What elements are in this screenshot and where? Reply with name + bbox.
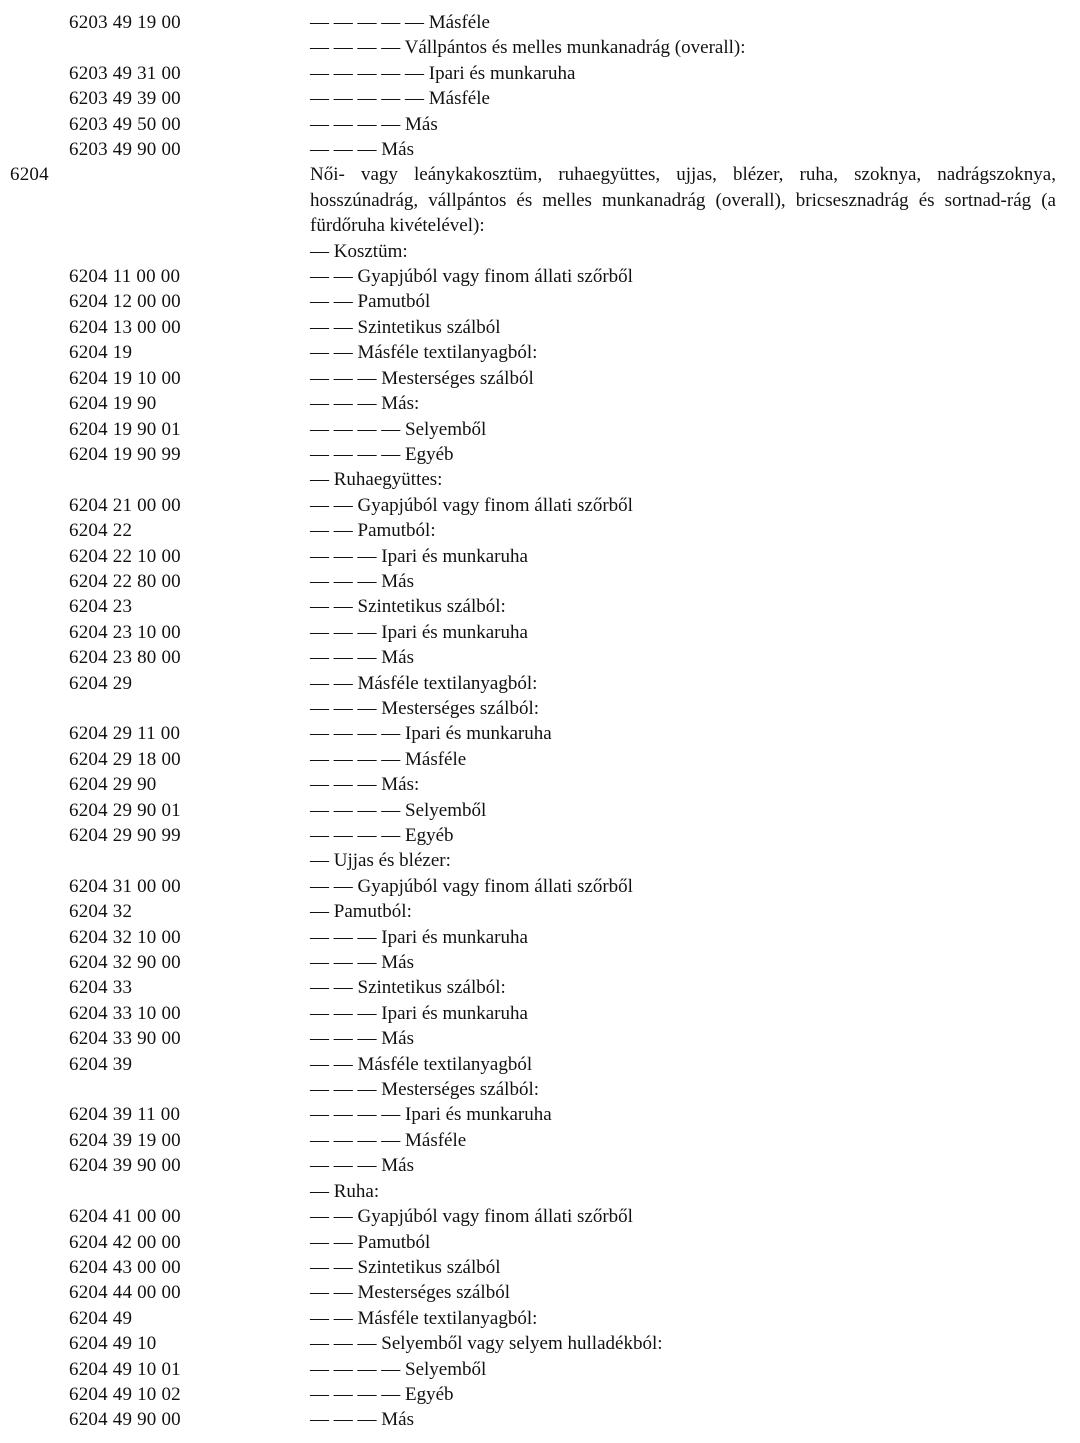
tariff-description: — — — Más (310, 1155, 414, 1177)
tariff-code: 6204 12 00 00 (69, 291, 181, 313)
tariff-description: — — — — Selyemből (310, 418, 487, 440)
tariff-row (0, 1230, 1080, 1255)
tariff-row (0, 35, 1080, 60)
tariff-row (0, 671, 1080, 696)
tariff-description: — Kosztüm: (310, 240, 408, 262)
tariff-code: 6204 42 00 00 (69, 1231, 181, 1253)
tariff-row (0, 1179, 1080, 1204)
tariff-description: — — — Más (310, 647, 414, 669)
tariff-description: — — — Selyemből vagy selyem hulladékból: (310, 1333, 663, 1355)
tariff-code: 6204 33 (69, 977, 133, 999)
tariff-row (0, 1102, 1080, 1127)
tariff-row (0, 1331, 1080, 1356)
tariff-code: 6204 41 00 00 (69, 1206, 181, 1228)
tariff-code: 6204 49 10 02 (69, 1383, 181, 1405)
tariff-description: — — — Más: (310, 393, 420, 415)
tariff-code: 6204 29 18 00 (69, 748, 181, 770)
tariff-row (0, 239, 1080, 264)
heading-code: 6204 (10, 164, 49, 186)
tariff-code: 6204 32 (69, 901, 133, 923)
tariff-description: — — — — Másféle (310, 1129, 467, 1151)
tariff-code: 6204 39 (69, 1053, 133, 1075)
tariff-code: 6203 49 90 00 (69, 139, 181, 161)
tariff-code: 6204 39 11 00 (69, 1104, 181, 1126)
tariff-description: — — Másféle textilanyagból: (310, 1307, 538, 1329)
tariff-row (0, 61, 1080, 86)
tariff-row (0, 1382, 1080, 1407)
tariff-description: — — — — Vállpántos és melles munkanadrág (overall): (310, 37, 746, 59)
tariff-code: 6204 29 90 01 (69, 799, 181, 821)
tariff-row (0, 874, 1080, 899)
tariff-description: — — — Más (310, 139, 414, 161)
tariff-description: — — — Ipari és munkaruha (310, 926, 528, 948)
tariff-description: — — — Ipari és munkaruha (310, 1002, 528, 1024)
tariff-description: — — — — Másféle (310, 748, 467, 770)
tariff-row (0, 975, 1080, 1000)
tariff-row (0, 518, 1080, 543)
tariff-code: 6203 49 39 00 (69, 88, 181, 110)
tariff-code: 6204 19 90 99 (69, 443, 181, 465)
tariff-description: — — Szintetikus szálból (310, 1256, 501, 1278)
tariff-description: — Ruha: (310, 1180, 380, 1202)
tariff-description: — — — — Egyéb (310, 1383, 454, 1405)
tariff-description: — — Pamutból (310, 1231, 431, 1253)
tariff-code-list (0, 10, 1080, 1433)
tariff-code: 6204 32 10 00 (69, 926, 181, 948)
tariff-row (0, 899, 1080, 924)
tariff-code: 6204 49 10 01 (69, 1358, 181, 1380)
tariff-row (0, 289, 1080, 314)
tariff-code: 6204 44 00 00 (69, 1282, 181, 1304)
tariff-row (0, 1026, 1080, 1051)
tariff-description: — Ujjas és blézer: (310, 850, 451, 872)
tariff-description: — — — — Egyéb (310, 443, 454, 465)
tariff-code: 6204 39 19 00 (69, 1129, 181, 1151)
tariff-row (0, 137, 1080, 162)
tariff-row (0, 1280, 1080, 1305)
tariff-row (0, 1128, 1080, 1153)
tariff-row (0, 417, 1080, 442)
tariff-code: 6204 19 (69, 342, 133, 364)
tariff-code: 6204 19 10 00 (69, 367, 181, 389)
tariff-code: 6204 13 00 00 (69, 316, 181, 338)
tariff-code: 6204 33 10 00 (69, 1002, 181, 1024)
tariff-description: — — — — Ipari és munkaruha (310, 1104, 552, 1126)
tariff-row (0, 721, 1080, 746)
heading-description: Női- vagy leánykakosztüm, ruhaegyüttes, ujjas, blézer, ruha, szoknya, nadrágszoknya, hosszúnadrág, vállpántos és melles munkanadrág (overall), bricsesznadrág és sortnad-rág (a fürdőruha kivételével): (310, 164, 1056, 237)
tariff-description: — Ruhaegyüttes: (310, 469, 443, 491)
tariff-code: 6204 22 (69, 520, 133, 542)
tariff-code: 6204 29 90 99 (69, 825, 181, 846)
tariff-code: 6204 21 00 00 (69, 494, 181, 516)
tariff-description: — — — — — Másféle (310, 12, 490, 33)
tariff-description: — — — Más (310, 570, 414, 592)
tariff-row (0, 1306, 1080, 1331)
tariff-row (0, 696, 1080, 721)
tariff-description: — — — — — Másféle (310, 88, 490, 110)
tariff-row (0, 544, 1080, 569)
tariff-description: — — — Mesterséges szálból (310, 367, 534, 389)
tariff-row (0, 264, 1080, 289)
tariff-row (0, 1001, 1080, 1026)
tariff-description: — — Szintetikus szálból (310, 316, 501, 338)
tariff-description: — — — — Selyemből (310, 799, 487, 821)
tariff-row (0, 1357, 1080, 1382)
tariff-code: 6204 49 90 00 (69, 1409, 181, 1431)
tariff-row (0, 1407, 1080, 1432)
tariff-code: 6203 49 19 00 (69, 12, 181, 33)
tariff-description: — — — Más (310, 1028, 414, 1050)
tariff-description: — — Gyapjúból vagy finom állati szőrből (310, 875, 633, 897)
tariff-code: 6203 49 50 00 (69, 113, 181, 135)
tariff-code: 6204 23 (69, 596, 133, 618)
tariff-row (0, 10, 1080, 35)
tariff-row (0, 493, 1080, 518)
tariff-code: 6204 39 90 00 (69, 1155, 181, 1177)
tariff-row (0, 747, 1080, 772)
tariff-description: — — Gyapjúból vagy finom állati szőrből (310, 494, 633, 516)
tariff-row (0, 645, 1080, 670)
tariff-row (0, 467, 1080, 492)
tariff-description: — — Gyapjúból vagy finom állati szőrből (310, 1206, 633, 1228)
tariff-description: — — Mesterséges szálból (310, 1282, 510, 1304)
tariff-description: — — — Mesterséges szálból: (310, 1079, 540, 1101)
tariff-row (0, 1077, 1080, 1102)
tariff-row (0, 366, 1080, 391)
tariff-code: 6204 49 10 (69, 1333, 157, 1355)
tariff-description: — — — Ipari és munkaruha (310, 545, 528, 567)
tariff-code: 6204 19 90 01 (69, 418, 181, 440)
tariff-description: — — Pamutból: (310, 520, 436, 542)
tariff-description: — — — — Ipari és munkaruha (310, 723, 552, 745)
tariff-code: 6204 43 00 00 (69, 1256, 181, 1278)
tariff-row (0, 1153, 1080, 1178)
tariff-code: 6204 33 90 00 (69, 1028, 181, 1050)
tariff-row (0, 798, 1080, 823)
tariff-row (0, 594, 1080, 619)
tariff-description: — — Másféle textilanyagból (310, 1053, 533, 1075)
tariff-row (0, 848, 1080, 873)
tariff-row (0, 569, 1080, 594)
tariff-code: 6204 19 90 (69, 393, 157, 415)
tariff-code: 6204 29 (69, 672, 133, 694)
tariff-row (0, 823, 1080, 848)
tariff-code: 6204 49 (69, 1307, 133, 1329)
tariff-row (0, 112, 1080, 137)
tariff-description: — — — Más: (310, 774, 420, 796)
tariff-row (0, 315, 1080, 340)
tariff-code: 6204 29 11 00 (69, 723, 181, 745)
tariff-code: 6204 22 80 00 (69, 570, 181, 592)
tariff-row (0, 340, 1080, 365)
tariff-row (0, 86, 1080, 111)
tariff-description: — — Másféle textilanyagból: (310, 672, 538, 694)
tariff-row (0, 620, 1080, 645)
tariff-code: 6204 29 90 (69, 774, 157, 796)
tariff-description: — — — — Selyemből (310, 1358, 487, 1380)
tariff-description: — — — — Egyéb (310, 825, 454, 846)
tariff-description: — — — — Más (310, 113, 438, 135)
tariff-row (0, 391, 1080, 416)
tariff-code: 6204 23 80 00 (69, 647, 181, 669)
tariff-row (0, 1204, 1080, 1229)
tariff-code: 6203 49 31 00 (69, 62, 181, 84)
tariff-code: 6204 32 90 00 (69, 952, 181, 974)
tariff-code: 6204 23 10 00 (69, 621, 181, 643)
tariff-row (0, 772, 1080, 797)
tariff-description: — — — — — Ipari és munkaruha (310, 62, 576, 84)
tariff-description: — — — Mesterséges szálból: (310, 697, 540, 719)
tariff-code: 6204 11 00 00 (69, 266, 181, 288)
tariff-row (0, 950, 1080, 975)
tariff-description: — — Szintetikus szálból: (310, 596, 506, 618)
tariff-description: — — Másféle textilanyagból: (310, 342, 538, 364)
tariff-description: — — — Más (310, 1409, 414, 1431)
tariff-description: — — — Más (310, 952, 414, 974)
tariff-code: 6204 31 00 00 (69, 875, 181, 897)
heading-row (0, 162, 1080, 238)
tariff-row (0, 925, 1080, 950)
tariff-description: — — Szintetikus szálból: (310, 977, 506, 999)
tariff-code: 6204 22 10 00 (69, 545, 181, 567)
tariff-description: — — Gyapjúból vagy finom állati szőrből (310, 266, 633, 288)
tariff-description: — Pamutból: (310, 901, 412, 923)
tariff-description: — — Pamutból (310, 291, 431, 313)
tariff-row (0, 1255, 1080, 1280)
tariff-row (0, 442, 1080, 467)
tariff-row (0, 1052, 1080, 1077)
tariff-description: — — — Ipari és munkaruha (310, 621, 528, 643)
